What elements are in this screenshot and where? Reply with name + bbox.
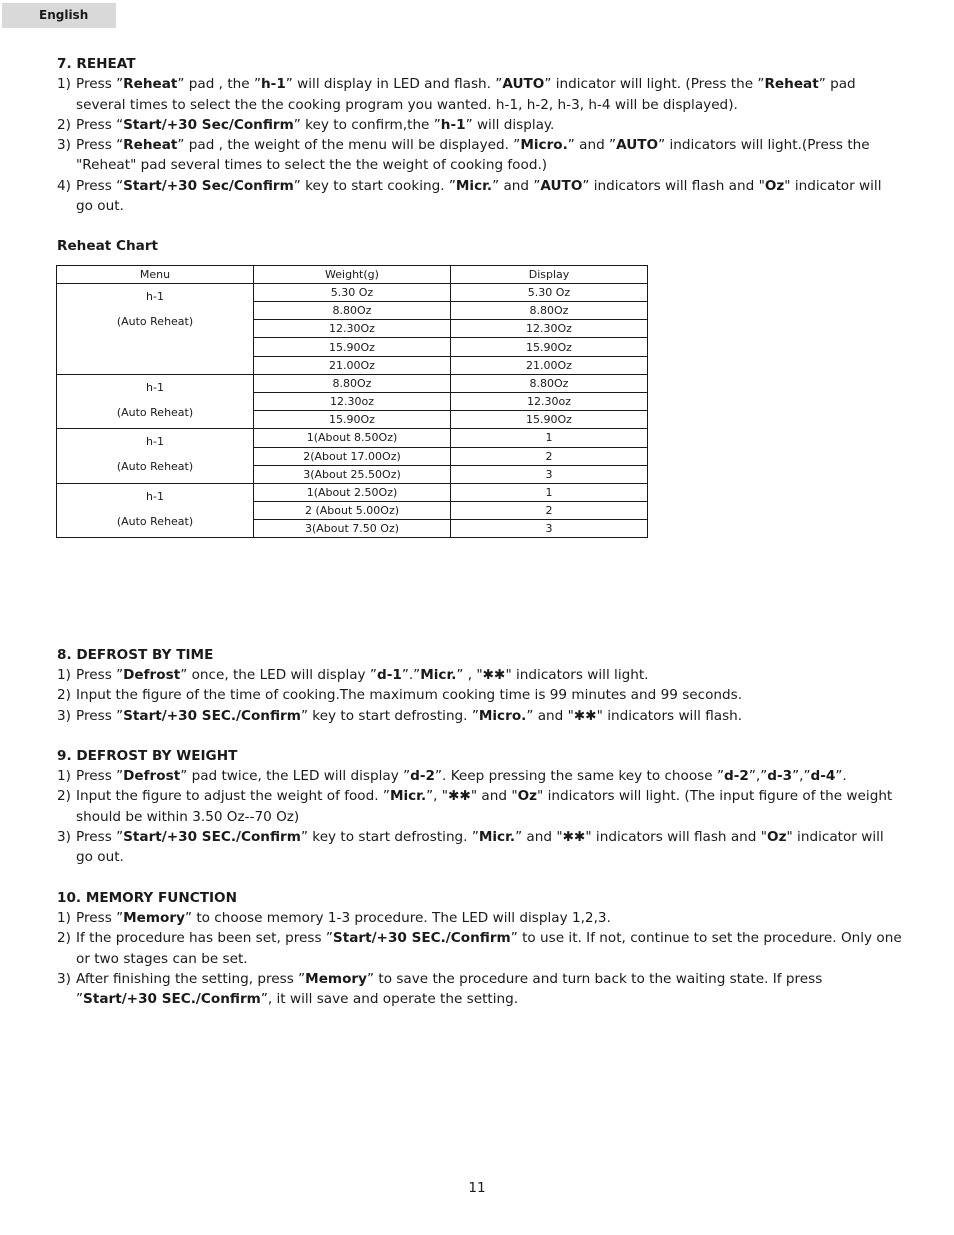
step-text: [76, 685, 902, 705]
text-run: " indicators will flash and ": [585, 829, 768, 846]
section-heading: 8. DEFROST BY TIME: [57, 646, 214, 663]
text-run: ” will display in LED and flash. ”: [285, 76, 503, 93]
text-run: Press “: [76, 177, 124, 194]
step-list: [57, 665, 902, 726]
text-run: ”, it will save and operate the setting.: [260, 991, 519, 1008]
display-cell: 15.90Oz: [451, 338, 648, 356]
text-run: " indicators will light.: [505, 666, 649, 683]
text-run: After finishing the setting, press ”: [76, 970, 306, 987]
section-heading: 7. REHEAT: [57, 56, 136, 72]
table-row: [57, 283, 648, 301]
text-run: ” , ": [456, 666, 483, 683]
key-term: h-1: [261, 76, 286, 93]
step-text: [76, 766, 902, 786]
step-number: 3): [57, 707, 71, 724]
menu-name: (Auto Reheat): [116, 405, 194, 419]
step-text: [76, 115, 902, 135]
language-tab: English: [2, 3, 116, 28]
display-cell: 5.30 Oz: [451, 283, 648, 301]
key-term: Memory: [123, 909, 185, 926]
key-term: d-2: [724, 768, 749, 785]
menu-name: (Auto Reheat): [116, 460, 194, 474]
menu-spacer: [57, 505, 253, 513]
menu-code: h-1: [146, 380, 164, 394]
step-number: 1): [57, 768, 71, 785]
step-text: [76, 786, 902, 827]
menu-code: h-1: [146, 289, 164, 303]
text-run: ” pad several times to select the the cooking program you wanted. h-1, h-2, h-3, h-4 will be displayed).: [76, 76, 856, 113]
step-text: [76, 928, 902, 969]
key-term: Start/+30 Sec/Confirm: [123, 177, 294, 194]
step-number: 3): [57, 829, 71, 846]
key-term: h-1: [440, 116, 466, 133]
text-run: Input the figure to adjust the weight of food. ”: [76, 788, 390, 805]
text-run: ” pad , the ”: [177, 76, 261, 93]
display-cell: 2: [451, 447, 648, 465]
step-item: [57, 706, 902, 726]
weight-cell: 8.80Oz: [254, 302, 451, 320]
text-run: Press ”: [76, 76, 124, 93]
key-term: AUTO: [540, 177, 583, 194]
step-text: [76, 665, 902, 685]
text-run: ” indicator will light. (Press the ”: [544, 76, 765, 93]
menu-name: (Auto Reheat): [116, 314, 194, 328]
text-run: ” pad , the weight of the menu will be displayed. ”: [177, 137, 521, 154]
text-run: ” will display.: [465, 116, 555, 133]
text-run: " and ": [470, 788, 518, 805]
text-run: " indicator will go out.: [76, 829, 884, 866]
menu-cell: [57, 283, 254, 374]
display-cell: 1: [451, 483, 648, 501]
key-term: Oz: [767, 829, 787, 846]
display-cell: 3: [451, 520, 648, 538]
key-term: Start/+30 Sec/Confirm: [123, 116, 294, 133]
text-run: ”,”: [792, 768, 811, 785]
step-item: [57, 908, 902, 928]
text-run: ”,”: [748, 768, 768, 785]
sections-defrost-memory: [57, 645, 902, 1010]
weight-cell: 5.30 Oz: [254, 283, 451, 301]
step-item: [57, 135, 902, 176]
text-run: ” to choose memory 1-3 procedure. The LED will display 1,2,3.: [184, 909, 611, 926]
text-run: Input the figure of the time of cooking.The maximum cooking time is 99 minutes and 99 seconds.: [76, 687, 743, 704]
key-term: ✱✱: [562, 829, 586, 846]
step-item: [57, 827, 902, 868]
key-term: Micr.: [455, 177, 493, 194]
table-header-cell: Display: [451, 265, 648, 283]
step-text: [76, 827, 902, 868]
section: [57, 645, 902, 726]
step-number: 4): [57, 177, 71, 194]
key-term: ✱✱: [482, 666, 506, 683]
menu-spacer: [57, 450, 253, 458]
reheat-chart-title: Reheat Chart: [57, 238, 159, 255]
text-run: " indicators will light. (The input figure of the weight should be within 3.50 Oz--70 Oz): [76, 788, 893, 825]
section-reheat: [57, 54, 902, 216]
text-run: ” key to start defrosting. ”: [300, 829, 479, 846]
text-run: ” indicators will flash and ": [582, 177, 765, 194]
key-term: Start/+30 SEC./Confirm: [123, 707, 301, 724]
table-header-cell: Menu: [57, 265, 254, 283]
menu-spacer: [57, 305, 253, 313]
step-list: [57, 766, 902, 867]
text-run: Press “: [76, 137, 124, 154]
key-term: d-2: [410, 768, 436, 785]
text-run: ”.”: [401, 666, 421, 683]
menu-spacer: [57, 396, 253, 404]
step-number: 1): [57, 76, 71, 93]
text-run: Press ”: [76, 829, 124, 846]
key-term: Defrost: [123, 666, 181, 683]
text-run: ” key to start cooking. ”: [293, 177, 456, 194]
table-row: [57, 483, 648, 501]
key-term: d-1: [376, 666, 402, 683]
key-term: Oz: [764, 177, 785, 194]
weight-cell: 15.90Oz: [254, 338, 451, 356]
key-term: d-4: [810, 768, 836, 785]
step-item: [57, 685, 902, 705]
text-run: ” and ": [526, 707, 574, 724]
text-run: Press ”: [76, 768, 124, 785]
step-item: [57, 665, 902, 685]
weight-cell: 1(About 2.50Oz): [254, 483, 451, 501]
key-term: Reheat: [123, 76, 178, 93]
text-run: Press ”: [76, 909, 124, 926]
text-run: ” key to start defrosting. ”: [300, 707, 479, 724]
section-heading: 10. MEMORY FUNCTION: [57, 889, 237, 906]
key-term: ✱✱: [573, 707, 597, 724]
page-content: [57, 54, 902, 1029]
text-run: ”, ": [426, 788, 449, 805]
step-number: 2): [57, 788, 71, 805]
key-term: Defrost: [123, 768, 181, 785]
display-cell: 2: [451, 502, 648, 520]
text-run: Press ”: [76, 666, 124, 683]
step-item: [57, 766, 902, 786]
table-header-cell: Weight(g): [254, 265, 451, 283]
step-list: [57, 74, 902, 216]
menu-cell: [57, 429, 254, 484]
step-text: [76, 135, 902, 176]
key-term: Reheat: [123, 137, 178, 154]
text-run: ” indicators will light.(Press the "Reheat" pad several times to select the the weight of cooking food.): [76, 137, 870, 174]
step-item: [57, 928, 902, 969]
section: [57, 54, 902, 216]
table-header-row: [57, 265, 648, 283]
key-term: Reheat: [764, 76, 819, 93]
step-number: 1): [57, 666, 71, 683]
step-number: 2): [57, 687, 71, 704]
menu-code: h-1: [146, 489, 164, 503]
weight-cell: 2(About 17.00Oz): [254, 447, 451, 465]
text-run: Press ”: [76, 707, 124, 724]
text-run: ”. Keep pressing the same key to choose ”: [435, 768, 724, 785]
step-item: [57, 176, 902, 217]
step-item: [57, 74, 902, 115]
weight-cell: 21.00Oz: [254, 356, 451, 374]
key-term: Micr.: [478, 829, 516, 846]
key-term: Memory: [305, 970, 367, 987]
key-term: d-3: [767, 768, 793, 785]
key-term: AUTO: [616, 137, 659, 154]
text-run: If the procedure has been set, press ”: [76, 930, 333, 947]
text-run: " indicators will flash.: [596, 707, 743, 724]
section: [57, 888, 902, 1010]
display-cell: 12.30Oz: [451, 320, 648, 338]
text-run: ” and ": [515, 829, 563, 846]
display-cell: 12.30oz: [451, 392, 648, 410]
menu-name: (Auto Reheat): [116, 514, 194, 528]
key-term: Start/+30 SEC./Confirm: [83, 991, 261, 1008]
text-run: ”.: [835, 768, 847, 785]
text-run: " indicator will go out.: [76, 177, 882, 215]
key-term: AUTO: [502, 76, 545, 93]
menu-cell: [57, 374, 254, 429]
step-text: [76, 74, 902, 115]
menu-code: h-1: [146, 435, 164, 449]
key-term: Micro.: [478, 707, 527, 724]
display-cell: 8.80Oz: [451, 374, 648, 392]
text-run: ” and ”: [492, 177, 541, 194]
section-heading: 9. DEFROST BY WEIGHT: [57, 747, 238, 764]
key-term: Micr.: [389, 788, 427, 805]
weight-cell: 12.30oz: [254, 392, 451, 410]
step-number: 2): [57, 930, 71, 947]
step-text: [76, 908, 902, 928]
weight-cell: 2 (About 5.00Oz): [254, 502, 451, 520]
text-run: Press “: [76, 116, 124, 133]
step-number: 2): [57, 116, 71, 133]
page-number: 11: [468, 1180, 486, 1196]
step-item: [57, 115, 902, 135]
step-item: [57, 786, 902, 827]
weight-cell: 12.30Oz: [254, 320, 451, 338]
weight-cell: 1(About 8.50Oz): [254, 429, 451, 447]
text-run: ” to use it. If not, continue to set the procedure. Only one or two stages can be set.: [76, 930, 902, 967]
weight-cell: 8.80Oz: [254, 374, 451, 392]
table-row: [57, 374, 648, 392]
key-term: Start/+30 SEC./Confirm: [332, 930, 511, 947]
menu-cell: [57, 483, 254, 538]
step-number: 1): [57, 909, 71, 926]
key-term: ✱✱: [448, 788, 471, 805]
display-cell: 15.90Oz: [451, 411, 648, 429]
weight-cell: 3(About 25.50Oz): [254, 465, 451, 483]
weight-cell: 3(About 7.50 Oz): [254, 520, 451, 538]
key-term: Micr.: [420, 666, 457, 683]
step-text: [76, 176, 902, 217]
text-run: ” key to confirm,the ”: [293, 116, 441, 133]
step-number: 3): [57, 137, 71, 154]
step-number: 3): [57, 970, 71, 987]
section: [57, 746, 902, 868]
table-row: [57, 429, 648, 447]
text-run: ” and ”: [567, 137, 617, 154]
text-run: ” once, the LED will display ”: [180, 666, 377, 683]
weight-cell: 15.90Oz: [254, 411, 451, 429]
key-term: Oz: [517, 788, 538, 805]
text-run: ” to save the procedure and turn back to the waiting state. If press ”: [76, 970, 823, 1008]
step-text: [76, 706, 902, 726]
text-run: ” pad twice, the LED will display ”: [180, 768, 411, 785]
display-cell: 21.00Oz: [451, 356, 648, 374]
step-text: [76, 969, 902, 1010]
key-term: Start/+30 SEC./Confirm: [123, 829, 301, 846]
key-term: Micro.: [520, 137, 568, 154]
display-cell: 8.80Oz: [451, 302, 648, 320]
display-cell: 1: [451, 429, 648, 447]
step-list: [57, 908, 902, 1009]
step-item: [57, 969, 902, 1010]
reheat-chart-table: [56, 265, 648, 539]
display-cell: 3: [451, 465, 648, 483]
